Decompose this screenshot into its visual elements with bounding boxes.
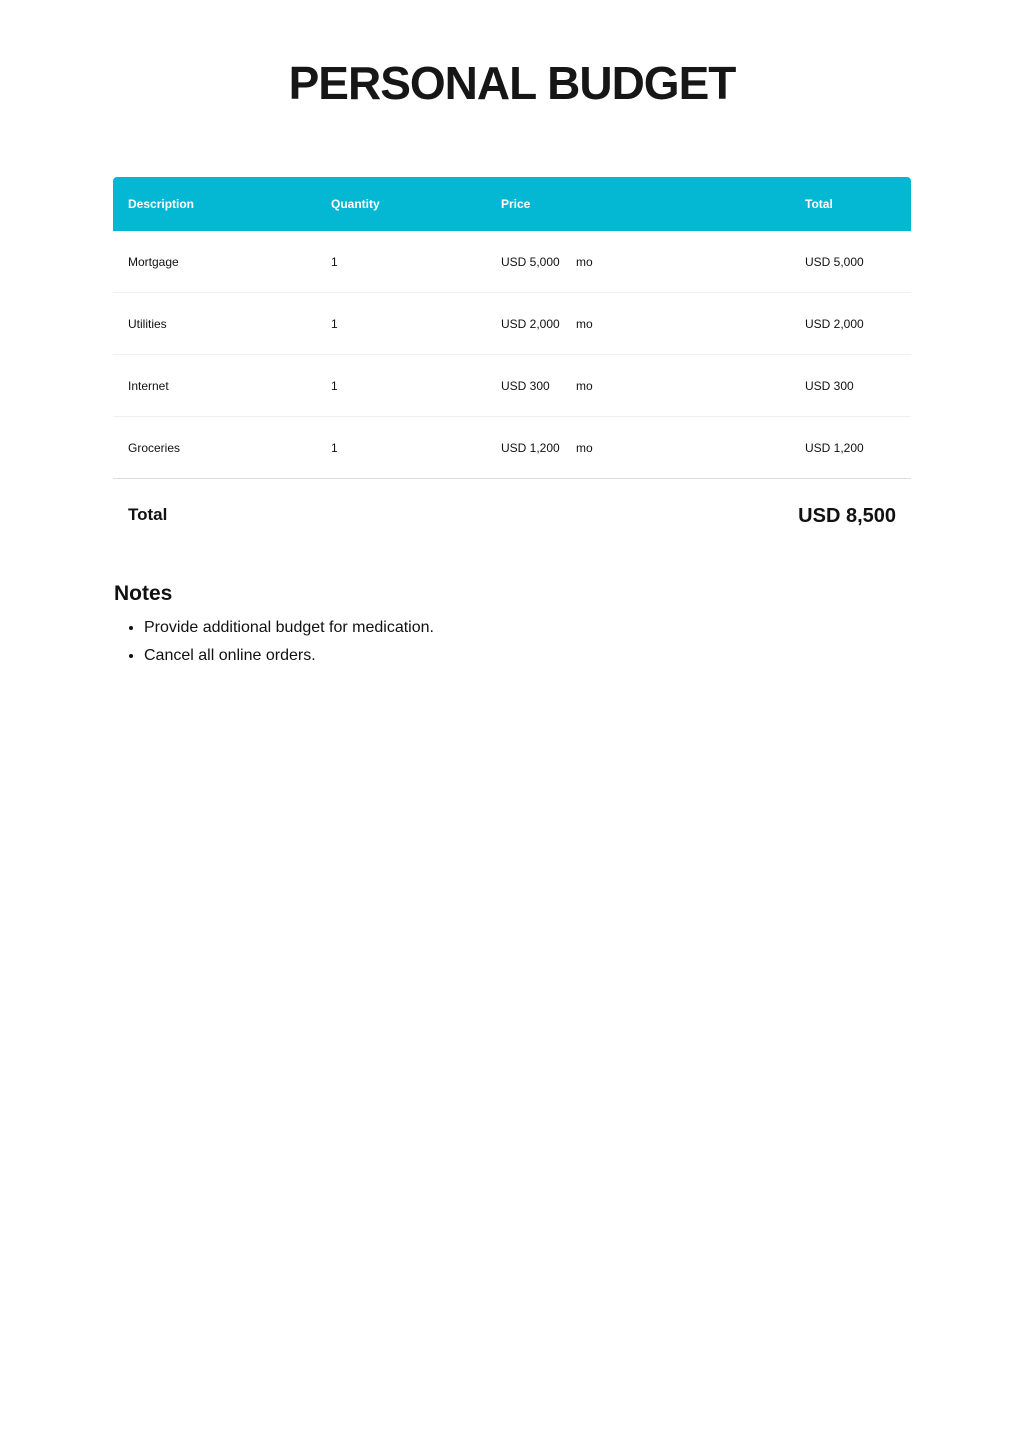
grand-total-value: USD 8,500 (798, 505, 896, 527)
row-total: USD 300 (805, 378, 854, 393)
page-title: PERSONAL BUDGET (288, 57, 736, 109)
table-row (113, 355, 911, 417)
note-item: • Provide additional budget for medication. (144, 614, 434, 642)
budget-table (113, 177, 911, 479)
row-price: USD 1,200 (501, 440, 560, 455)
notes-heading: Notes (114, 582, 173, 605)
note-item: • Cancel all online orders. (144, 642, 434, 670)
row-price-unit: mo (576, 254, 593, 269)
row-price-unit: mo (576, 378, 593, 393)
row-description: Mortgage (128, 254, 179, 269)
grand-total-row (113, 477, 911, 557)
column-header-quantity: Quantity (331, 197, 380, 211)
row-quantity: 1 (331, 316, 338, 331)
row-description: Groceries (128, 440, 181, 455)
row-description: Internet (128, 378, 169, 393)
row-quantity: 1 (331, 440, 338, 455)
row-total: USD 5,000 (805, 254, 864, 269)
row-total: USD 2,000 (805, 316, 864, 331)
row-price: USD 2,000 (501, 316, 560, 331)
row-total: USD 1,200 (805, 440, 864, 455)
table-header (113, 177, 911, 231)
column-header-price: Price (501, 197, 531, 211)
table-row (113, 293, 911, 355)
grand-total-label: Total (128, 505, 168, 524)
notes-list (114, 614, 434, 670)
row-quantity: 1 (331, 378, 338, 393)
row-quantity: 1 (331, 254, 338, 269)
row-price: USD 5,000 (501, 254, 560, 269)
table-row (113, 417, 911, 479)
column-header-description: Description (128, 197, 195, 211)
row-price-unit: mo (576, 440, 593, 455)
column-header-total: Total (805, 197, 833, 211)
row-price: USD 300 (501, 378, 550, 393)
row-description: Utilities (128, 316, 167, 331)
table-row (113, 231, 911, 293)
row-price-unit: mo (576, 316, 593, 331)
